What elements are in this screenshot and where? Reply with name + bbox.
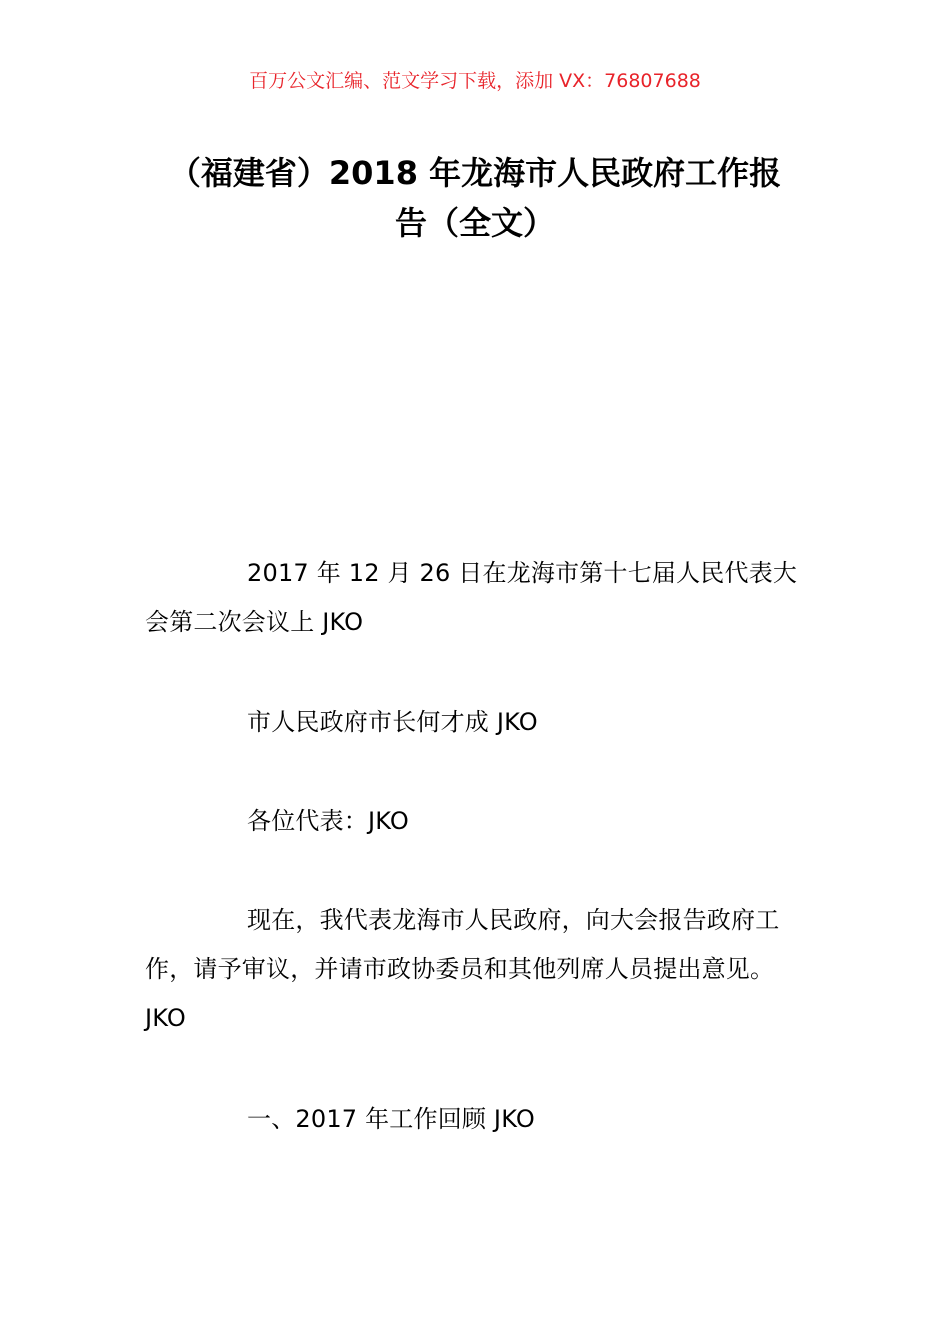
- paragraph-salutation: 各位代表：JKO: [247, 807, 409, 835]
- header-banner: 百万公文汇编、范文学习下载，添加 VX：76807688: [249, 70, 701, 92]
- paragraph-meeting-info: 2017 年 12 月 26 日在龙海市第十七届人民代表大会第二次会议上 JKO: [145, 559, 798, 636]
- title-line-2: 告（全文）: [394, 204, 555, 242]
- paragraph-intro: 现在，我代表龙海市人民政府，向大会报告政府工作，请予审议，并请市政协委员和其他列席人员提出意见。JKO: [145, 906, 780, 1032]
- document-title: [0, 148, 950, 248]
- section-heading: 一、2017 年工作回顾 JKO: [247, 1105, 535, 1133]
- title-line-1: （福建省）2018 年龙海市人民政府工作报: [168, 154, 782, 192]
- paragraph-speaker: 市人民政府市长何才成 JKO: [247, 708, 538, 736]
